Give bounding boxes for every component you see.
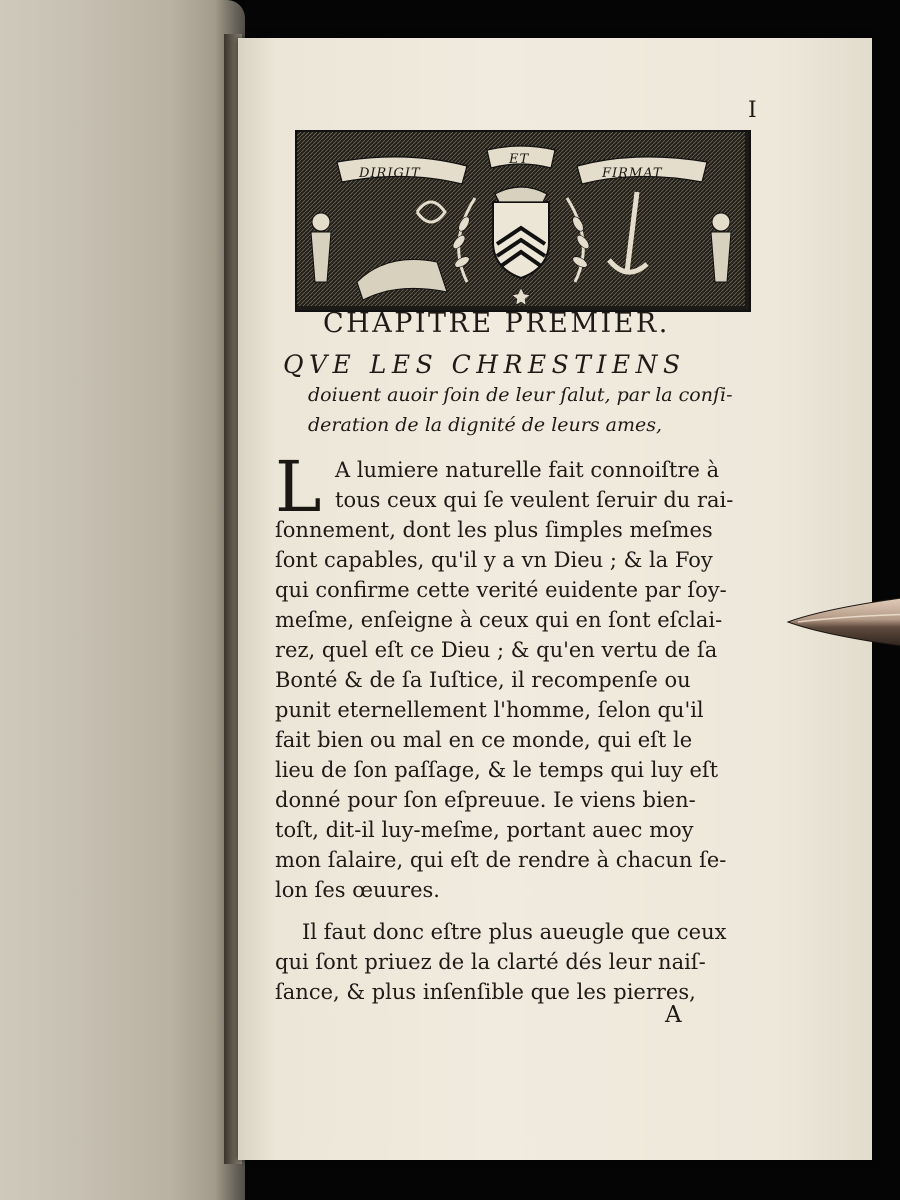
figure-right-head <box>712 213 730 231</box>
body-line: A lumiere naturelle fait connoiſtre à <box>335 458 720 482</box>
figure-left-head <box>312 213 330 231</box>
metal-pointer-icon <box>786 590 900 652</box>
left-page-verso <box>0 0 245 1200</box>
page-number: I <box>748 98 757 123</box>
motto-word-1: DIRIGIT <box>359 166 421 181</box>
body-line: tous ceux qui ſe veulent ſeruir du rai- <box>335 488 734 512</box>
body-line: Bonté & de ſa Iuſtice, il recompenſe ou <box>275 668 691 692</box>
body-line: Il faut donc eſtre plus aueugle que ceux <box>302 920 727 944</box>
body-line: lieu de ſon paſſage, & le temps qui luy eſt <box>275 758 719 782</box>
figure-right-body <box>711 232 731 282</box>
motto-word-3: FIRMAT <box>602 166 663 181</box>
signature-mark: A <box>665 1002 682 1028</box>
chapter-subtitle-line-3: deration de la dignité de leurs ames, <box>308 414 663 436</box>
drop-cap: L <box>275 446 322 528</box>
body-line: meſme, enſeigne à ceux qui en ſont eſclai- <box>275 608 723 632</box>
body-line: punit eternellement l'homme, ſelon qu'il <box>275 698 704 722</box>
body-line: qui ſont priuez de la clarté dés leur naiſ- <box>275 950 706 974</box>
body-line: mon ſalaire, qui eſt de rendre à chacun ſe- <box>275 848 727 872</box>
body-line: fait bien ou mal en ce monde, qui eſt le <box>275 728 693 752</box>
woodcut-headpiece <box>295 130 751 312</box>
chapter-title: CHAPITRE PREMIER. <box>323 308 670 339</box>
body-line: lon ſes œuures. <box>275 878 440 902</box>
motto-word-2: ET <box>509 152 530 167</box>
headpiece-ornament <box>297 132 745 306</box>
body-line: rez, quel eſt ce Dieu ; & qu'en vertu de ſa <box>275 638 718 662</box>
chapter-subtitle-caps: QVE LES CHRESTIENS <box>283 350 686 379</box>
body-line: ſonnement, dont les plus ſimples meſmes <box>275 518 713 542</box>
body-line: ſance, & plus inſenſible que les pierres, <box>275 980 696 1004</box>
figure-left-body <box>311 232 331 282</box>
body-line: donné pour ſon eſpreuue. Ie viens bien- <box>275 788 696 812</box>
body-line: qui confirme cette verité euidente par ſoy- <box>275 578 727 602</box>
chapter-subtitle-line-2: doiuent auoir ſoin de leur ſalut, par la conſi- <box>308 384 733 406</box>
body-line: toſt, dit-il luy-meſme, portant auec moy <box>275 818 694 842</box>
body-line: ſont capables, qu'il y a vn Dieu ; & la Foy <box>275 548 713 572</box>
